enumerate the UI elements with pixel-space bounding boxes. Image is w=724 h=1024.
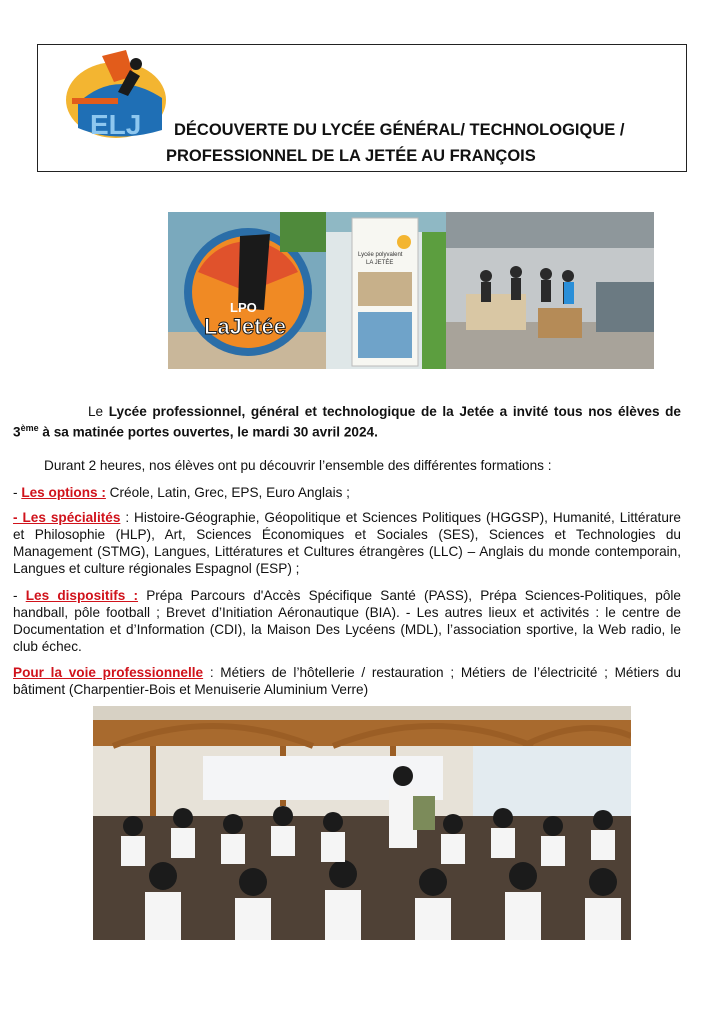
header-box xyxy=(37,44,687,172)
duration-text: Durant 2 heures, nos élèves ont pu découvrir l’ensemble des différentes formations : xyxy=(44,458,552,473)
banner-line-1: Lycée polyvalent xyxy=(358,252,403,258)
intro-bold-1: Lycée professionnel, général et technologique de la Jetée a invité tous nos élèves de 3 xyxy=(13,404,681,440)
options-text: Créole, Latin, Grec, EPS, Euro Anglais ; xyxy=(105,485,350,500)
photo-students-shelter xyxy=(93,706,631,940)
intro-bold-2: à sa matinée portes ouvertes, le mardi 30 avril 2024. xyxy=(38,424,378,440)
dispositifs-text: Prépa Parcours d'Accès Spécifique Santé (PASS), Prépa Sciences-Politiques, pôle handball, pôle football ; Brevet d’Initiation Aéronautique (BIA). - Les autres lieux et activités : le centre de Documentation et d’Information (CDI), la Maison Des Lycéens (MDL), l’association sportive, la Web radio, le club échec. xyxy=(13,588,681,654)
photo-workshop xyxy=(446,212,654,369)
options-dash: - xyxy=(13,485,22,500)
intro-prefix: Le xyxy=(88,404,109,419)
specialites-label: - Les spécialités xyxy=(13,510,121,525)
svg-text:ELJ: ELJ xyxy=(90,109,142,140)
professionnelle-text: : Métiers de l’hôtellerie / restauration ; Métiers de l’électricité ; Métiers du bâtiment (Charpentier-Bois et Menuiserie Aluminium Verre) xyxy=(13,665,681,697)
title-line-1: DÉCOUVERTE DU LYCÉE GÉNÉRAL/ TECHNOLOGIQUE / xyxy=(174,121,625,139)
duration-paragraph xyxy=(13,457,681,474)
photo-banner-stand xyxy=(326,212,446,369)
mural-text: LaJetée xyxy=(204,314,286,339)
specialites-paragraph xyxy=(13,509,681,577)
professionnelle-label: Pour la voie professionnelle xyxy=(13,665,204,680)
document-title xyxy=(38,117,688,169)
intro-paragraph xyxy=(13,403,681,441)
specialites-text: : Histoire-Géographie, Géopolitique et Sciences Politiques (HGGSP), Humanité, Littérature et Philosophie (HLP), Art, Sciences Économiques et Sociales (SES), Sciences et Technologies du Management (STMG), Langues, Littératures et Cultures étrangères (LLC) – Anglais du monde contemporain, Langues et culture régionales Espagnol (ESP) ; xyxy=(13,510,681,576)
title-line-2: PROFESSIONNEL DE LA JETÉE AU FRANÇOIS xyxy=(166,147,536,165)
options-label: Les options : xyxy=(21,485,106,500)
intro-sup: ème xyxy=(20,423,39,433)
professionnelle-paragraph xyxy=(13,664,681,698)
photo-school-mural xyxy=(168,212,326,369)
dispositifs-label: Les dispositifs : xyxy=(25,588,139,603)
dispositifs-paragraph xyxy=(13,587,681,655)
banner-line-2: LA JETÉE xyxy=(366,260,394,266)
options-paragraph xyxy=(13,484,681,501)
dispositifs-dash: - xyxy=(13,588,26,603)
mural-sub-text: LPO xyxy=(230,300,257,315)
